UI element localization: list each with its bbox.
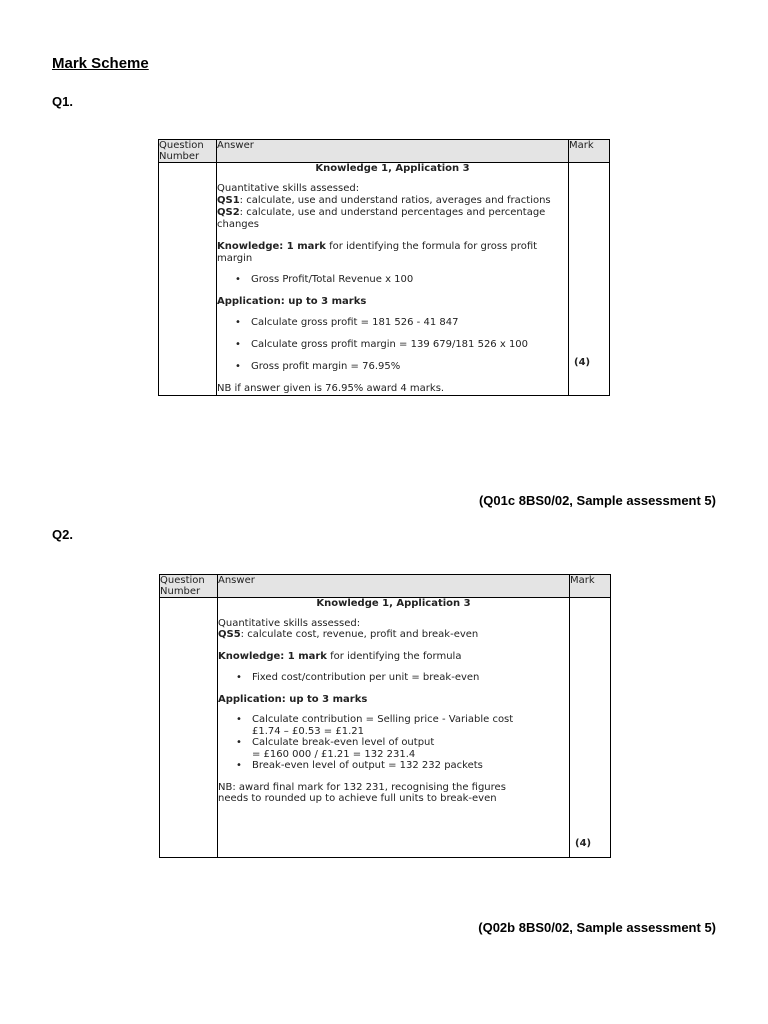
knowledge-text: for identifying the formula — [326, 650, 462, 662]
list-item: • Gross profit margin = 76.95% — [217, 361, 568, 373]
list-item: • Fixed cost/contribution per unit = break-even — [218, 672, 569, 684]
table-row — [159, 163, 610, 396]
question-number-cell — [159, 163, 217, 396]
application-heading: Application: up to 3 marks — [218, 693, 368, 705]
source-reference-q1: (Q01c 8BS0/02, Sample assessment 5) — [478, 493, 716, 508]
header-mark: Mark — [569, 140, 610, 163]
question-label-q2: Q2. — [52, 527, 73, 542]
qs5-code: QS5 — [218, 629, 241, 640]
knowledge-text: for identifying the formula for gross profit margin — [217, 241, 538, 264]
qs1-text: : calculate, use and understand ratios, averages and fractions — [239, 195, 551, 206]
table-row — [160, 598, 611, 858]
list-item: • Calculate contribution = Selling price - Variable cost £1.74 – £0.53 = £1.21 — [218, 714, 569, 737]
list-item: • Break-even level of output = 132 232 packets — [218, 760, 569, 772]
application-list — [218, 714, 569, 772]
list-item: • Calculate break-even level of output = £160 000 / £1.21 = 132 231.4 — [218, 737, 569, 760]
question-number-cell — [160, 598, 218, 858]
mark-scheme-table-q1 — [158, 139, 610, 396]
knowledge-bold: Knowledge: 1 mark — [218, 650, 327, 662]
table-header-row — [160, 575, 611, 598]
page-title: Mark Scheme — [52, 55, 149, 72]
answer-cell — [217, 163, 569, 396]
question-label-q1: Q1. — [52, 94, 73, 109]
header-question-number: Question Number — [160, 575, 218, 598]
qs5-text: : calculate cost, revenue, profit and break-even — [240, 629, 479, 640]
qs5-line — [218, 629, 569, 641]
list-item: • Calculate gross profit margin = 139 679/181 526 x 100 — [217, 339, 568, 351]
table-header-row — [159, 140, 610, 163]
mark-value: (4) — [574, 357, 591, 368]
list-item: • Gross Profit/Total Revenue x 100 — [217, 274, 568, 286]
qs-intro: Quantitative skills assessed: — [218, 617, 361, 629]
nb-note: NB if answer given is 76.95% award 4 marks. — [217, 383, 445, 394]
header-answer: Answer — [218, 575, 570, 598]
answer-heading: Knowledge 1, Application 3 — [315, 163, 470, 174]
mark-scheme-table-q2 — [159, 574, 611, 858]
knowledge-list — [217, 274, 568, 286]
nb-note-line-1: NB: award final mark for 132 231, recognising the figures — [218, 781, 506, 793]
mark-cell — [569, 163, 610, 396]
qs2-line — [217, 207, 568, 231]
qs1-code: QS1 — [217, 195, 240, 206]
answer-heading: Knowledge 1, Application 3 — [316, 598, 471, 609]
answer-cell — [218, 598, 570, 858]
application-list — [217, 317, 568, 373]
knowledge-list — [218, 672, 569, 684]
header-question-number: Question Number — [159, 140, 217, 163]
source-reference-q2: (Q02b 8BS0/02, Sample assessment 5) — [478, 920, 716, 935]
header-mark: Mark — [570, 575, 611, 598]
qs2-text: : calculate, use and understand percentages and percentage changes — [217, 207, 546, 230]
nb-note-line-2: needs to rounded up to achieve full units to break-even — [218, 793, 497, 804]
qs2-code: QS2 — [217, 207, 240, 218]
mark-cell — [570, 598, 611, 858]
knowledge-bold: Knowledge: 1 mark — [217, 241, 326, 252]
knowledge-line — [217, 241, 568, 265]
qs-intro: Quantitative skills assessed: — [217, 183, 360, 194]
list-item: • Calculate gross profit = 181 526 - 41 847 — [217, 317, 568, 329]
application-heading: Application: up to 3 marks — [217, 296, 367, 307]
knowledge-line — [218, 651, 569, 663]
qs1-line — [217, 195, 568, 207]
header-answer: Answer — [217, 140, 569, 163]
mark-value: (4) — [575, 838, 592, 849]
